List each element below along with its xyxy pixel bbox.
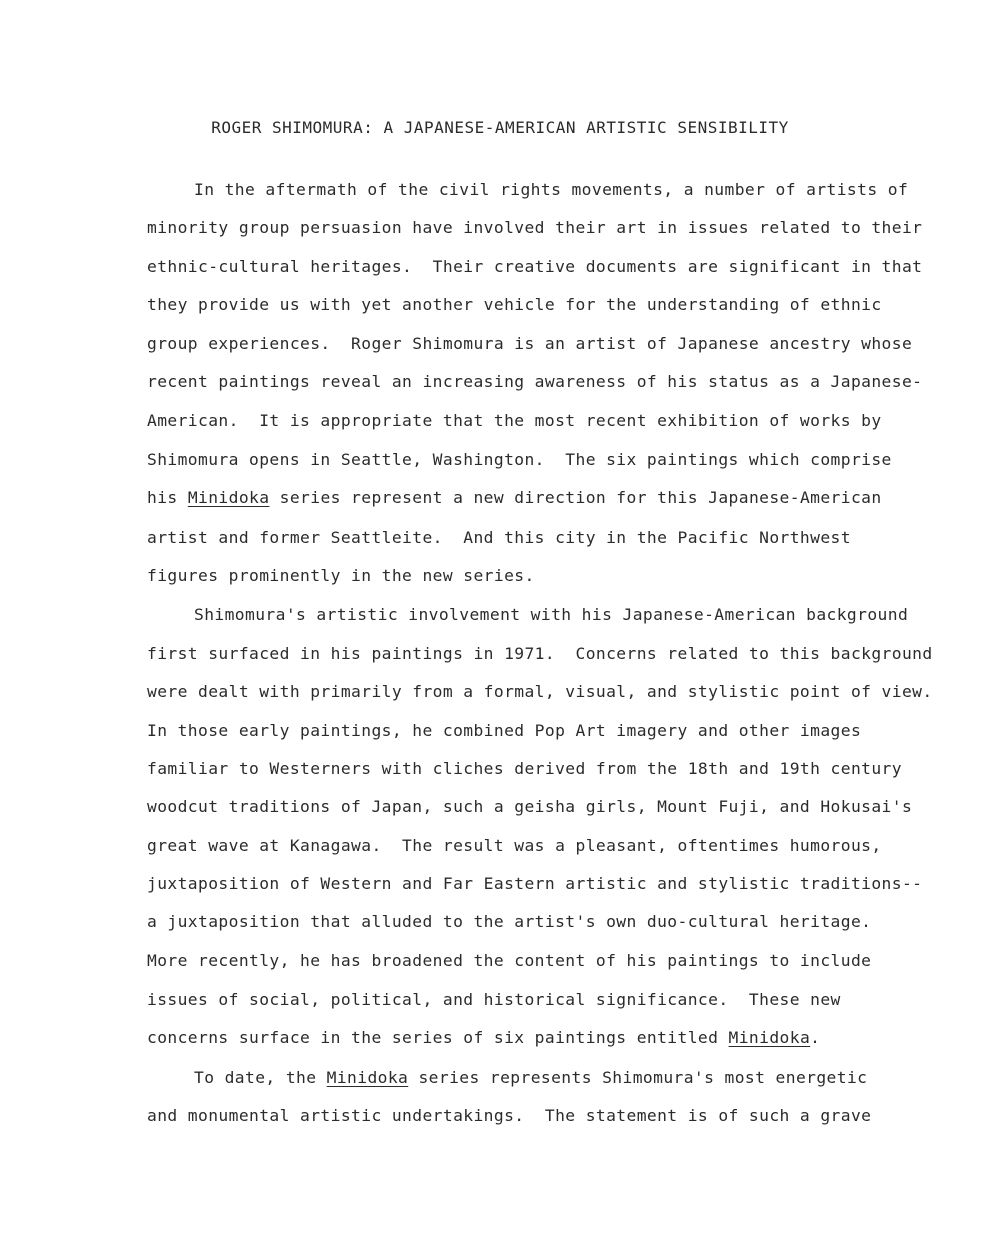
text-line: American. It is appropriate that the most recent exhibition of works by [147,411,882,430]
text-line: minority group persuasion have involved their art in issues related to their [147,218,923,237]
text-line: a juxtaposition that alluded to the artist's own duo-cultural heritage. [147,912,872,931]
text-line: were dealt with primarily from a formal, visual, and stylistic point of view. [147,682,933,701]
text-line: great wave at Kanagawa. The result was a pleasant, oftentimes humorous, [147,836,882,855]
text-line: concerns surface in the series of six paintings entitled Minidoka. [147,1028,821,1047]
underlined-title-minidoka: Minidoka [326,1068,409,1087]
text-line: figures prominently in the new series. [147,566,535,585]
text-line: juxtaposition of Western and Far Eastern artistic and stylistic traditions-- [147,874,923,893]
text-line: ethnic-cultural heritages. Their creative documents are significant in that [147,257,923,276]
text-line: familiar to Westerners with cliches derived from the 18th and 19th century [147,759,902,778]
text-line: To date, the Minidoka series represents Shimomura's most energetic [194,1068,868,1087]
text-line: artist and former Seattleite. And this city in the Pacific Northwest [147,528,851,547]
text-line: recent paintings reveal an increasing awareness of his status as a Japanese- [147,372,923,391]
text-line: Shimomura's artistic involvement with his Japanese-American background [194,605,909,624]
text-line: woodcut traditions of Japan, such a geisha girls, Mount Fuji, and Hokusai's [147,797,913,816]
text-line: More recently, he has broadened the content of his paintings to include [147,951,872,970]
text-line: issues of social, political, and historical significance. These new [147,990,841,1009]
text-line: first surfaced in his paintings in 1971. Concerns related to this background [147,644,933,663]
underlined-title-minidoka: Minidoka [187,488,270,507]
text-line: Shimomura opens in Seattle, Washington. The six paintings which comprise [147,450,892,469]
text-line: group experiences. Roger Shimomura is an artist of Japanese ancestry whose [147,334,913,353]
text-line: and monumental artistic undertakings. The statement is of such a grave [147,1106,872,1125]
document-title: ROGER SHIMOMURA: A JAPANESE-AMERICAN ARTISTIC SENSIBILITY [211,118,789,137]
text-line: his Minidoka series represent a new direction for this Japanese-American [147,488,882,507]
text-line: In the aftermath of the civil rights movements, a number of artists of [194,180,909,199]
underlined-title-minidoka: Minidoka [728,1028,811,1047]
text-line: they provide us with yet another vehicle for the understanding of ethnic [147,295,882,314]
text-line: In those early paintings, he combined Pop Art imagery and other images [147,721,862,740]
